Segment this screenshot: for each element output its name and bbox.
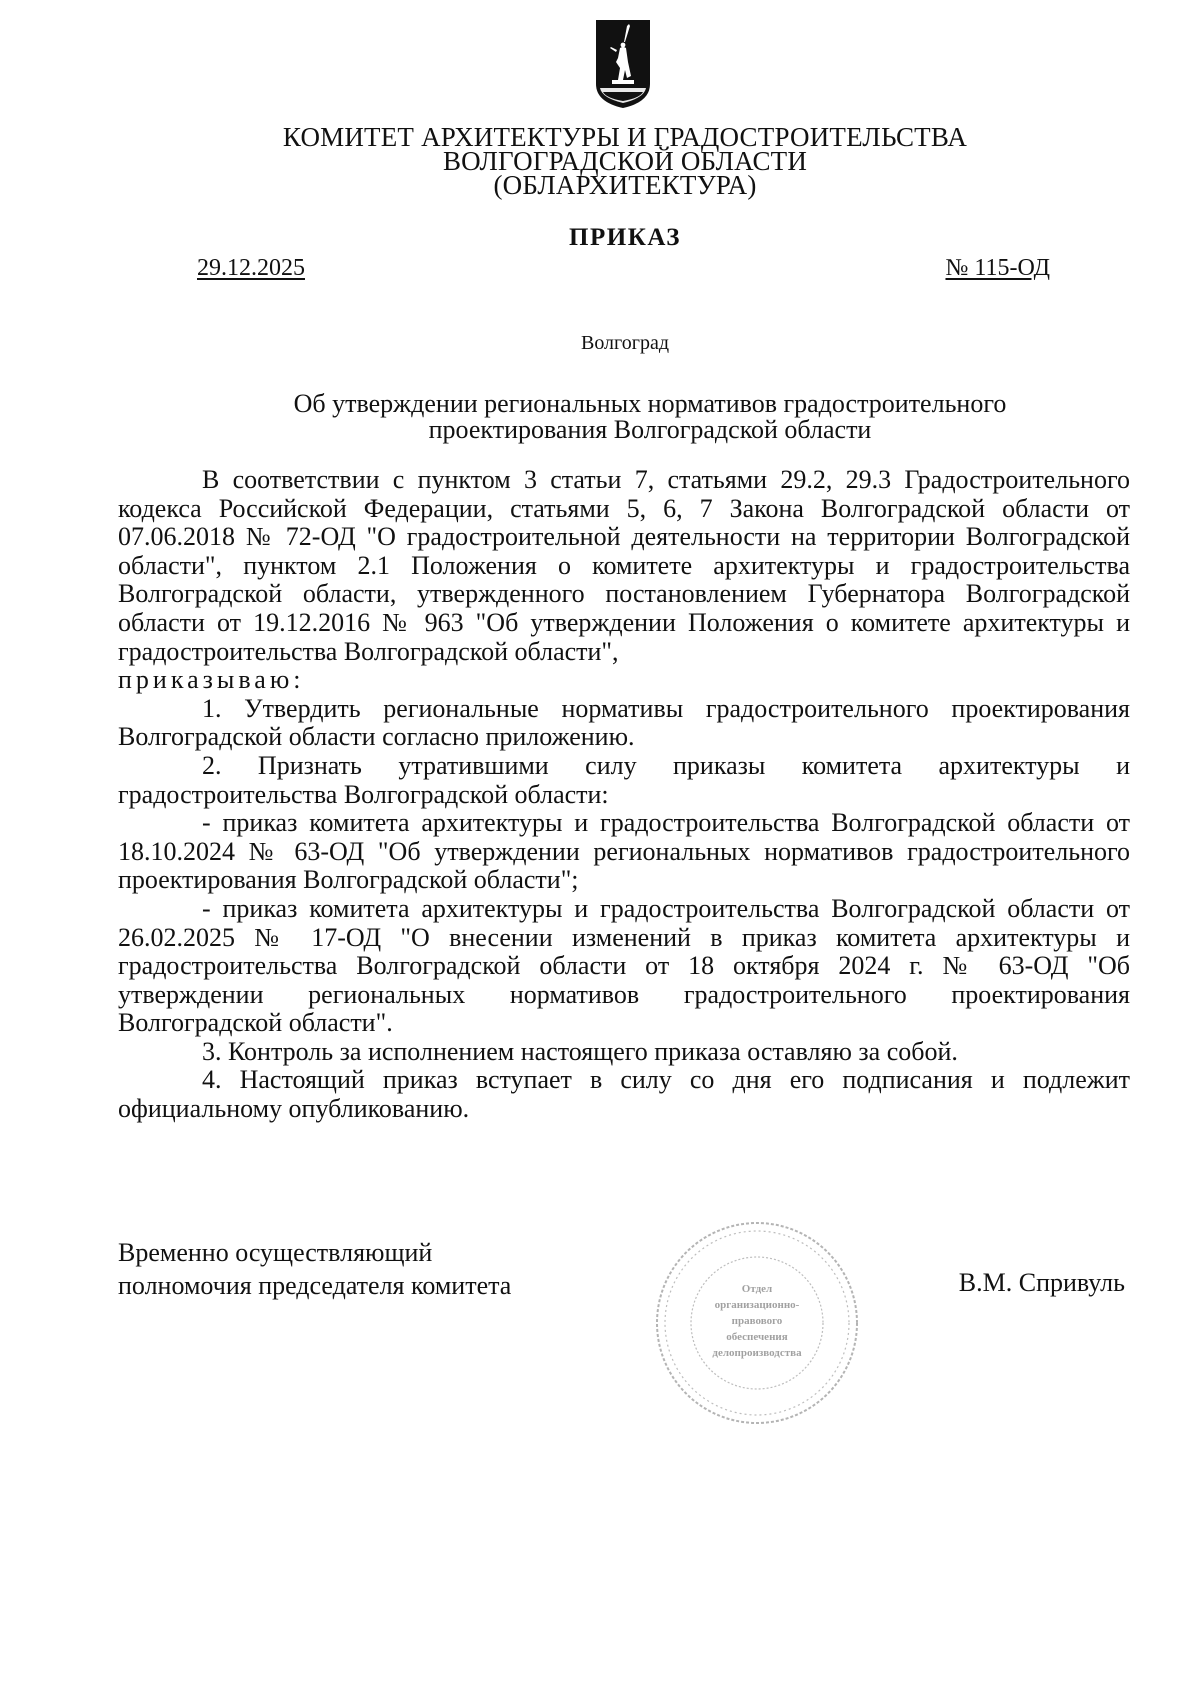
seal-line-2: организационно- — [714, 1299, 800, 1311]
organization-name-line-1: КОМИТЕТ АРХИТЕКТУРЫ И ГРАДОСТРОИТЕЛЬСТВА — [282, 122, 968, 152]
seal-line-1: Отдел — [741, 1283, 773, 1295]
item-2b-paragraph: - приказ комитета архитектуры и градостроительства Волгоградской области от 26.02.2025 № 17-ОД "О внесении изменений в приказ комитета архитектуры и градостроительства Волгоградской области от 18 октября 2024 г. № 63-ОД "Об утверждении региональных нормативов градостроительного проектирования Волгоградской области". — [118, 893, 1130, 1038]
seal-line-3: правового — [731, 1315, 783, 1327]
document-number: № 115-ОД — [945, 255, 1050, 281]
signatory-position-line-1: Временно осуществляющий — [118, 1238, 433, 1267]
item-1-paragraph: 1. Утвердить региональные нормативы градостроительного проектирования Волгоградской области согласно приложению. — [118, 693, 1130, 752]
official-seal-icon — [652, 1218, 862, 1428]
organization-short-name: (ОБЛАРХИТЕКТУРА) — [493, 170, 757, 200]
document-type-title: ПРИКАЗ — [569, 224, 681, 251]
item-2a-paragraph: - приказ комитета архитектуры и градостроительства Волгоградской области от 18.10.2024 № 63-ОД "Об утверждении региональных нормативов градостроительного проектирования Волгоградской области"; — [118, 808, 1130, 895]
document-date: 29.12.2025 — [197, 255, 305, 281]
subject-line-1: Об утверждении региональных нормативов градостроительного — [293, 389, 1007, 418]
signatory-position-line-2: полномочия председателя комитета — [118, 1271, 512, 1300]
signatory-name: В.М. Спривуль — [958, 1268, 1125, 1297]
item-4-paragraph: 4. Настоящий приказ вступает в силу со дня его подписания и подлежит официальному опубликованию. — [118, 1065, 1130, 1124]
item-2-paragraph: 2. Признать утратившими силу приказы комитета архитектуры и градостроительства Волгоградской области: — [118, 750, 1130, 809]
seal-line-4: обеспечения — [726, 1331, 788, 1343]
document-body — [118, 466, 1130, 1124]
organization-name-line-2: ВОЛГОГРАДСКОЙ ОБЛАСТИ — [442, 146, 808, 176]
seal-line-5: делопроизводства — [712, 1347, 802, 1359]
signatory-position — [118, 1236, 511, 1302]
subject-line-2: проектирования Волгоградской области — [428, 415, 872, 444]
order-word: приказываю: — [118, 665, 305, 695]
preamble-paragraph: В соответствии с пунктом 3 статьи 7, статьями 29.2, 29.3 Градостроительного кодекса Российской Федерации, статьями 5, 6, 7 Закона Волгоградской области от 07.06.2018 № 72-ОД "О градостроительной деятельности на территории Волгоградской области", пунктом 2.1 Положения о комитете архитектуры и градостроительства Волгоградской области, утвержденного постановлением Губернатора Волгоградской области от 19.12.2016 № 963 "Об утверждении Положения о комитете архитектуры и градостроительства Волгоградской области", — [118, 465, 1130, 666]
coat-of-arms-icon — [594, 18, 652, 110]
document-city: Волгоград — [580, 332, 670, 354]
item-3-paragraph: 3. Контроль за исполнением настоящего приказа оставляю за собой. — [202, 1036, 958, 1066]
